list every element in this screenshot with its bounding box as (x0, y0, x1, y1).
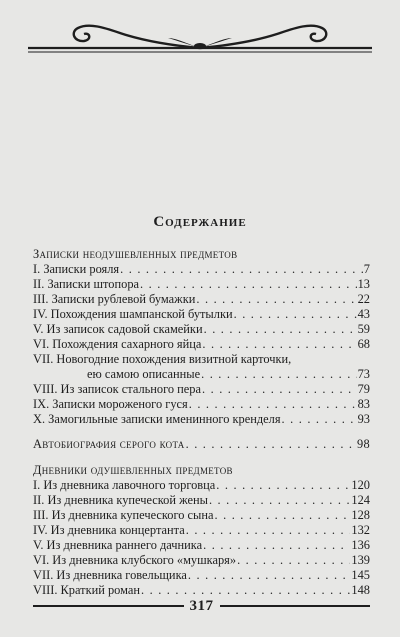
footer-rule-right (220, 605, 371, 607)
toc-entry[interactable]: III. Записки рублевой бумажки . . . 22 (33, 292, 370, 307)
page-number: 317 (189, 597, 214, 614)
toc-entry[interactable]: IX. Записки мороженого гуся . . . 83 (33, 397, 370, 412)
toc-entry[interactable]: VIII. Из записок стального пера . . . 79 (33, 382, 370, 397)
toc-entry-standalone[interactable]: Автобиография серого кота . . . 98 (33, 436, 370, 452)
toc-entry[interactable]: I. Из дневника лавочного торговца . . . 120 (33, 478, 370, 493)
page-footer (33, 596, 370, 616)
toc-entry[interactable]: VI. Похождения сахарного яйца . . . 68 (33, 337, 370, 352)
table-of-contents (33, 246, 370, 598)
footer-rule-left (33, 605, 184, 607)
toc-entry[interactable]: III. Из дневника купеческого сына . . . 128 (33, 508, 370, 523)
toc-entry[interactable]: VI. Из дневника клубского «мушкаря» . . . 139 (33, 553, 370, 568)
toc-entry-line[interactable]: VII. Новогодние похождения визитной карточки, (33, 352, 292, 366)
toc-entry[interactable]: IV. Из дневника концертанта . . . 132 (33, 523, 370, 538)
toc-entry[interactable]: V. Из записок садовой скамейки . . . 59 (33, 322, 370, 337)
toc-entry[interactable]: V. Из дневника раннего дачника . . . 136 (33, 538, 370, 553)
section-title: Дневники одушевленных предметов (33, 463, 233, 477)
toc-entry-continuation[interactable]: ею самою описанные . . . 73 (33, 367, 370, 382)
toc-entry[interactable]: I. Записки рояля . . . 7 (33, 262, 370, 277)
toc-entry[interactable]: X. Замогильные записки именинного кренделя . . . 93 (33, 412, 370, 427)
toc-entry[interactable]: IV. Похождения шампанской бутылки . . . 43 (33, 307, 370, 322)
header-ornament (28, 8, 372, 56)
toc-entry[interactable]: II. Записки штопора . . . 13 (33, 277, 370, 292)
toc-entry[interactable]: II. Из дневника купеческой жены . . . 124 (33, 493, 370, 508)
toc-entry[interactable]: VIII. Краткий роман . . . 148 (33, 583, 370, 598)
toc-entry[interactable]: VII. Из дневника говельщика . . . 145 (33, 568, 370, 583)
toc-heading: Содержание (153, 214, 247, 230)
section-title: Записки неодушевленных предметов (33, 247, 238, 261)
